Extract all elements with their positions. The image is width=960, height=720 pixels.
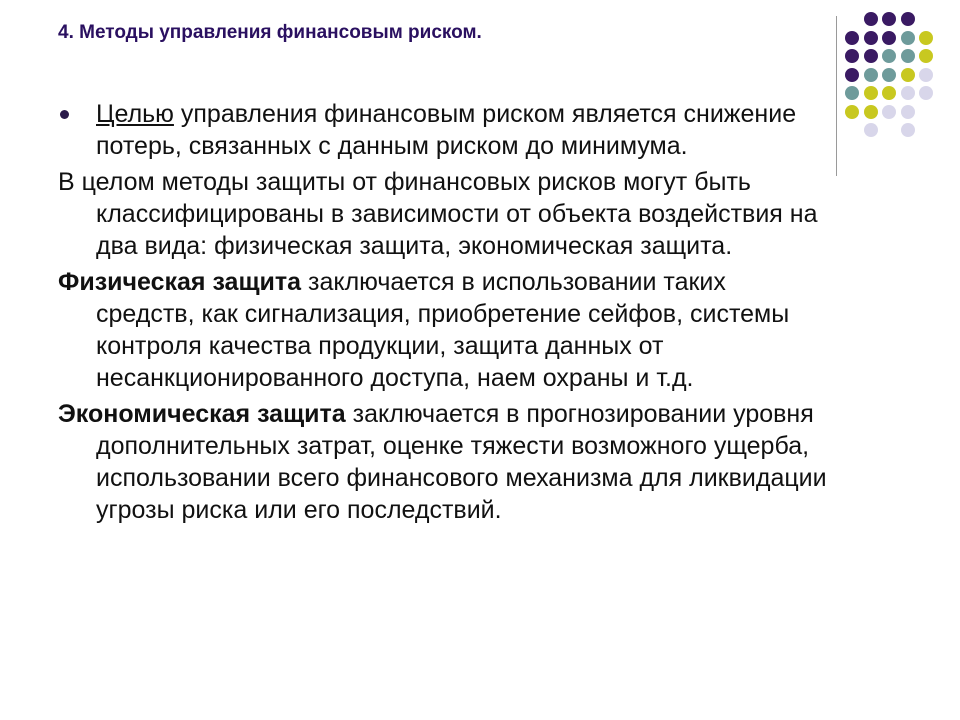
paragraph-classification: [58, 166, 828, 262]
decorative-dot: [864, 49, 878, 63]
decorative-dot: [845, 86, 859, 100]
decorative-dot: [919, 86, 933, 100]
decorative-dot: [882, 68, 896, 82]
decorative-dot: [919, 49, 933, 63]
decorative-dot: [845, 49, 859, 63]
paragraph-physical-protection: [58, 266, 828, 394]
decorative-dot: [845, 31, 859, 45]
decorative-dot: [901, 68, 915, 82]
decorative-dot: [901, 31, 915, 45]
paragraph-goal: [58, 98, 828, 162]
decorative-dot: [864, 68, 878, 82]
physical-protection-text: заключается в использовании таких средств, как сигнализация, приобретение сейфов, системы контроля качества продукции, защита данных от несанкционированного доступа, наем охраны и т.д.: [96, 268, 790, 392]
decorative-dot: [882, 12, 896, 26]
decorative-dot: [901, 123, 915, 137]
bullet-icon: [60, 110, 69, 119]
decorative-dot: [882, 31, 896, 45]
decorative-dot: [864, 105, 878, 119]
economic-protection-text: заключается в прогнозировании уровня дополнительных затрат, оценке тяжести возможного ущерба, использовании всего финансового механизма для ликвидации угрозы риска или его последствий.: [96, 400, 827, 524]
decorative-dot-grid: [843, 12, 953, 162]
decorative-dot: [919, 31, 933, 45]
slide-body: [58, 98, 828, 530]
decorative-dot: [864, 86, 878, 100]
decorative-dot: [901, 105, 915, 119]
goal-text: управления финансовым риском является снижение потерь, связанных с данным риском до минимума.: [96, 100, 797, 160]
economic-protection-term: Экономическая защита: [58, 400, 346, 428]
decorative-dot: [901, 12, 915, 26]
goal-keyword: Целью: [96, 100, 174, 128]
physical-protection-term: Физическая защита: [58, 268, 302, 296]
paragraph-economic-protection: [58, 398, 828, 526]
decorative-dot: [864, 123, 878, 137]
slide-title: 4. Методы управления финансовым риском.: [58, 22, 482, 43]
decorative-dot: [901, 86, 915, 100]
divider-line: [836, 16, 837, 176]
decorative-dot: [864, 31, 878, 45]
decorative-dot: [901, 49, 915, 63]
classification-text: В целом методы защиты от финансовых рисков могут быть классифицированы в зависимости от объекта воздействия на два вида: физическая защита, экономическая защита.: [58, 168, 818, 260]
decorative-dot: [882, 86, 896, 100]
decorative-dot: [882, 105, 896, 119]
decorative-dot: [845, 105, 859, 119]
decorative-dot: [919, 68, 933, 82]
decorative-dot: [845, 68, 859, 82]
decorative-dot: [882, 49, 896, 63]
decorative-dot: [864, 12, 878, 26]
